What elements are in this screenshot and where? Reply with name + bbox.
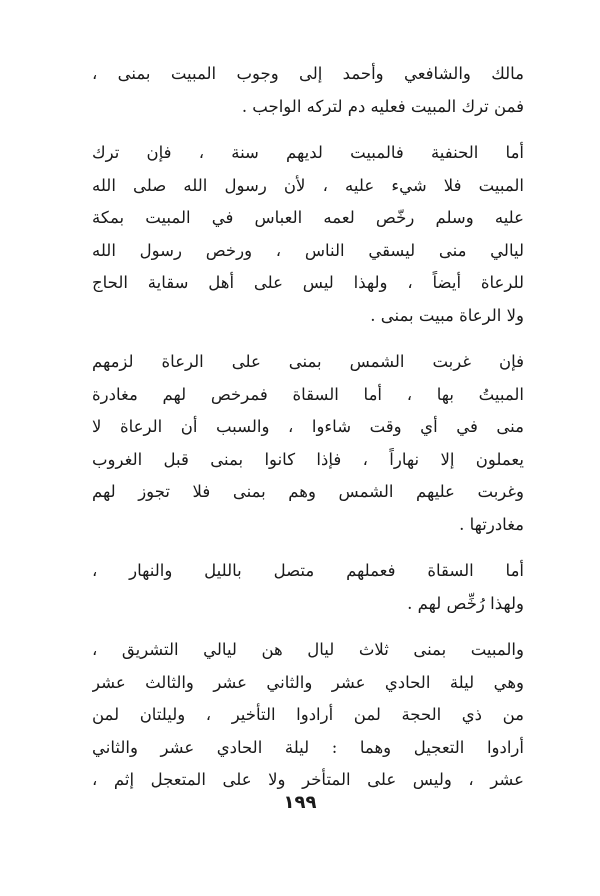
body-text xyxy=(92,58,524,797)
paragraph-3 xyxy=(92,346,524,541)
text-line: أما السقاة فعملهم متصل بالليل والنهار ، xyxy=(92,561,524,580)
text-line: عليه وسلم رخّص لعمه العباس في المبيت بمكة xyxy=(92,208,524,227)
paragraph-1 xyxy=(92,58,524,123)
text-line: عشر ، وليس على المتأخر ولا على المتعجل إثم ، xyxy=(92,770,524,789)
text-line: ولهذا رُخِّص لهم . xyxy=(407,593,524,613)
text-line: مغادرتها . xyxy=(459,514,524,534)
text-line: فمن ترك المبيت فعليه دم لتركه الواجب . xyxy=(241,96,524,116)
text-line: المبيت فلا شيء عليه ، لأن رسول الله صلى الله xyxy=(92,175,524,195)
paragraph-5 xyxy=(92,634,524,797)
text-line: مالك والشافعي وأحمد إلى وجوب المبيت بمنى ، xyxy=(92,64,524,83)
text-line: المبيتُ بها ، أما السقاة فمرخص لهم مغادرة xyxy=(92,384,524,404)
text-line: وهي ليلة الحادي عشر والثاني عشر والثالث عشر xyxy=(92,672,524,692)
text-line: وغربت عليهم الشمس وهم بمنى فلا تجوز لهم xyxy=(92,482,524,501)
text-line: ولا الرعاة مبيت بمنى . xyxy=(370,305,524,325)
text-line: منى في أي وقت شاءوا ، والسبب أن الرعاة لا xyxy=(92,417,524,436)
page-number: ١٩٩ xyxy=(283,792,317,813)
text-line: والمبيت بمنى ثلاث ليال هن ليالي التشريق ، xyxy=(92,640,524,659)
text-line: فإن غربت الشمس بمنى على الرعاة لزمهم xyxy=(92,352,524,371)
text-line: ليالي منى ليسقي الناس ، ورخص رسول الله xyxy=(92,240,524,260)
text-line: أرادوا التعجيل وهما : ليلة الحادي عشر والثاني xyxy=(92,737,524,757)
paragraph-2 xyxy=(92,137,524,332)
paragraph-4 xyxy=(92,555,524,620)
text-line: من ذي الحجة لمن أرادوا التأخير ، وليلتان لمن xyxy=(92,705,524,724)
text-line: أما الحنفية فالمبيت لديهم سنة ، فإن ترك xyxy=(92,143,524,162)
text-line: يعملون إلا نهاراً ، فإذا كانوا بمنى قبل الغروب xyxy=(92,449,524,469)
text-line: للرعاة أيضاً ، ولهذا ليس على أهل سقاية الحاج xyxy=(92,273,524,292)
